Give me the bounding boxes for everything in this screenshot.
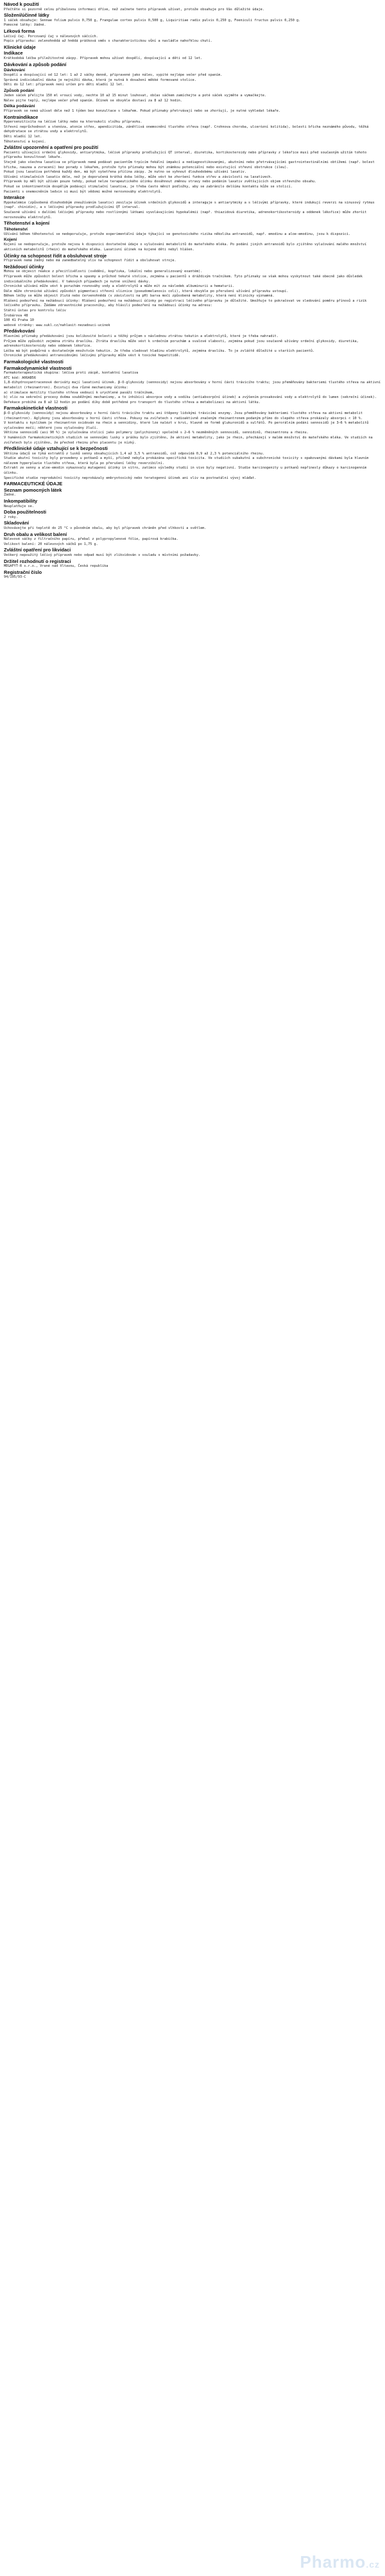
subsection-heading: Délka podávání <box>4 104 35 109</box>
text-line: Státní ústav pro kontrolu léčiv <box>4 309 66 313</box>
paragraph <box>4 232 381 238</box>
text-line: Kojení se nedoporučuje, protože nejsou k dispozici dostatečné údaje o vylučování metabolitů do mateřského mléka. Po podání jiných antranoidů bylo zjištěno vylučování malého množství aktivních metabolitů (rhein) do mateřského mléka. Laxativní účinek na kojené děti nebyl hlášen. <box>4 243 369 252</box>
section-heading: Skladování <box>4 520 30 526</box>
section-heading: Farmakologické vlastnosti <box>4 359 64 365</box>
paragraph <box>4 553 381 558</box>
section-heading: Složení/účinné látky <box>4 12 49 19</box>
text-line: Šrobárova 48 <box>4 313 28 318</box>
text-line: MEGAFYT-R s.r.o., Vrané nad Vltavou, Česká republika <box>4 564 108 569</box>
text-line: Přípravek může způsobit bolest břicha a spasmy a průchod tekuté stolice, zejména u pacientů s dráždivým tračníkem. Tyto příznaky se však mohou vyskytnout také obecně jako důsledek individuálního předávkování. V takových případech je nutné snížení dávky. <box>4 274 365 284</box>
paragraph <box>4 334 381 359</box>
section-heading: Interakce <box>4 194 25 201</box>
paragraph <box>4 537 381 547</box>
paragraph <box>4 109 381 114</box>
paragraph <box>4 493 381 498</box>
section-heading: FARMACEUTICKÉ ÚDAJE <box>4 481 63 487</box>
paragraph <box>4 564 381 569</box>
section-heading: Nežádoucí účinky <box>4 263 44 270</box>
watermark-text: Pharmo <box>300 2552 366 2572</box>
paragraph <box>4 505 381 510</box>
subsection-heading: Kojení <box>4 238 17 243</box>
section-heading: Registrační číslo <box>4 569 42 575</box>
text-line: 1 sáček obsahuje: Sennae folium pulvis 0,750 g, Frangulae cortex pulvis 0,500 g, Liquiritiae radix pulvis 0,250 g, Foeniculi fructus pulvis 0,250 g. <box>4 18 301 22</box>
text-line: 94/195/93-C <box>4 575 26 580</box>
text-line: Popis přípravku: zelenohnědá až hnědá prášková směs s charakteristickou vůní a nasládle nahořklou chutí. <box>4 39 212 44</box>
text-line: Přípravek nemá žádný nebo má zanedbatelný vliv na schopnost řídit a obsluhovat stroje. <box>4 259 176 263</box>
text-line: Pokud jsou laxativa potřebná každý den, má být vyšetřena příčina zácpy. Je nutno se vyhnout dlouhodobému užívání laxativ. <box>4 170 246 175</box>
text-line: Uchovávejte při teplotě do 25 °C v původním obalu, aby byl přípravek chráněn před vlhkostí a světlem. <box>4 526 207 530</box>
subsection-heading: Způsob podání <box>4 88 35 93</box>
section-heading: Návod k použití <box>4 1 39 7</box>
text-line: Léčivý čaj. Porcovaný čaj v nálevových sáčcích. <box>4 34 98 39</box>
text-line: Během léčby se může objevit žlutá nebo červenohnědá (v závislosti na pH) barva moči způsobená metabolity, která není klinicky významná. <box>4 294 275 298</box>
text-line: Většina údajů se týká extraktů z lusků senny obsahujících 1,4 až 3,5 % antranoidů, což odpovídá 0,9 až 2,3 % potenciálního rheinu. <box>4 451 265 456</box>
text-line: Jeden sáček přelijte 150 ml vroucí vody, nechte 10 až 15 minut louhovat, občas sáčkem zamíchejte a poté sáček vyjměte a vymačkejte. <box>4 93 267 98</box>
text-line: Nálevové sáčky z filtračního papíru, přebal z polypropylenové fólie, papírová krabička. <box>4 537 178 542</box>
paragraph <box>4 243 381 252</box>
subsection-heading: Dávkování <box>4 68 25 73</box>
text-line: β-O-glykosidy (sennosidy) nejsou absorbovány v horní části trávicího traktu ani štěpeny lidskými trávicími enzymy. Jsou přeměňovány bakteriemi tlustého střeva na aktivní metabolit (rheinantron). Aglykony jsou absorbovány v horní části střeva. Pokusy na zvířatech s radioaktivně značeným rheinantronem podaným přímo do slepého střeva prokázaly absorpci < 10 %. <box>4 411 365 420</box>
text-line: Pacienti užívající srdeční glykosidy, antiarytmika, léčivé přípravky prodlužující QT interval, diuretika, kortikosteroidy nebo přípravky z lékořice musí před současným užitím tohoto přípravku konzultovat lékaře. <box>4 150 369 160</box>
section-heading: Druh obalu a velikost balení <box>4 531 67 537</box>
section-heading: Farmakokinetické vlastnosti <box>4 405 67 411</box>
text-line: V humánních farmakokinetických studiích se sennovými lusky v prášku bylo zjištěno, že aktivní metabolity, jako je rhein, přecházejí v malém množství do mateřského mléka. Ve studiích na zvířatech bylo zjištěno, že přechod rheinu přes placentu je nízký. <box>4 435 375 445</box>
text-line: Přípravek by měl být užíván pouze tehdy, pokud nelze terapeutického účinku dosáhnout změnou stravy nebo podáním laxativ zvětšujících objem střevního obsahu. <box>4 180 317 184</box>
paragraph <box>4 73 381 88</box>
paragraph <box>4 201 381 220</box>
paragraph <box>4 526 381 532</box>
section-heading: Držitel rozhodnutí o registraci <box>4 558 71 564</box>
watermark-suffix: .cz <box>366 2559 380 2570</box>
text-line: a) stimulace motility tlustého střeva vedoucí k urychlené pasáži tráčníkem, <box>4 390 155 395</box>
text-line: Užívání stimulačních laxativ déle, než je doporučená krátká doba léčby, může vést ke zhoršení funkce střev a závislosti na laxativech. <box>4 175 273 179</box>
text-line: Užívání během těhotenství se nedoporučuje, protože experimentální údaje týkající se genotoxického rizika několika antranoidů, např. emodinu a aloe-emodinu, jsou k dispozici. <box>4 232 351 236</box>
text-line: Těhotenství a kojení. <box>4 139 46 144</box>
paragraph <box>4 151 381 194</box>
paragraph <box>4 515 381 521</box>
text-line: Přečtěte si pozorně celou příbalovou informaci dříve, než začnete tento přípravek užívat, protože obsahuje pro Vás důležité údaje. <box>4 7 265 12</box>
text-line: Hypokalémie (způsobená dlouhodobým zneužíváním laxativ) zesiluje účinek srdečních glykosidů a interaguje s antiarytmiky a s léčivými přípravky, které indukují reverzi na sinusový rytmus (např. chinidin), a s léčivými přípravky prodlužujícími QT interval. <box>4 200 377 210</box>
section-heading: Předávkování <box>4 328 35 334</box>
paragraph <box>4 120 381 144</box>
text-line: Farmakoterapeutická skupina: léčiva proti zácpě, kontaktní laxativa <box>4 371 139 376</box>
text-line: V kontaktu s kyslíkem je rheinantron oxidován na rhein a sennidiny, které lze nalézt v krvi, hlavně ve formě glukuronidů a sulfátů. Po perorálním podání sennosidů je 3–6 % metabolitů vylučováno močí; některé jsou vylučovány žlučí. <box>4 421 371 430</box>
text-line: Veškerý nepoužitý léčivý přípravek nebo odpad musí být zlikvidován v souladu s místními požadavky. <box>4 553 201 557</box>
paragraph <box>4 452 381 481</box>
section-heading: Těhotenství a kojení <box>4 220 50 227</box>
section-heading: Kontraindikace <box>4 114 38 120</box>
paragraph <box>4 411 381 445</box>
section-heading: Farmakodynamické vlastnosti <box>4 365 72 371</box>
text-line: Správná individuální dávka je nejnižší dávka, která je nutná k dosažení měkké formované stolice. <box>4 78 196 82</box>
text-line: Pacienti s onemocněním ledvin si musí být vědomi možné nerovnováhy elektrolytů. <box>4 189 162 194</box>
text-line: Děti do 12 let: přípravek není určen pro děti mladší 12 let. <box>4 83 124 87</box>
section-heading: Léková forma <box>4 28 35 34</box>
paragraph <box>4 56 381 62</box>
text-line: 100 41 Praha 10 <box>4 318 34 323</box>
text-line: Léčba má být podpůrná s dostatečným množstvím tekutin. Je třeba sledovat hladinu elektrolytů, zejména draslíku. To je zvláště důležité u starších pacientů. <box>4 349 315 353</box>
section-heading: Inkompatibility <box>4 498 38 505</box>
paragraph <box>4 8 381 13</box>
section-heading: Dávkování a způsob podání <box>4 61 67 67</box>
text-line: Extrakt ze senny a aloe-emodin vykazovaly mutagenní účinky in vitro, zatímco výsledky studií in vivo byly negativní. Studie karcinogenity u potkanů nepřinesly důkazy o karcinogenním účinku. <box>4 466 369 476</box>
section-heading: Předklinické údaje vztahující se k bezpečnosti <box>4 445 108 452</box>
subsection-heading: Těhotenství <box>4 227 28 232</box>
section-heading: Indikace <box>4 50 23 56</box>
text-line: Velikost balení: 20 nálevových sáčků po 1,75 g. <box>4 542 98 546</box>
text-line: Nálev pijte teplý, nejlépe večer před spaním. Účinek se obvykle dostaví za 8 až 12 hodin. <box>4 98 182 103</box>
section-heading: Zvláštní opatření pro likvidaci <box>4 547 71 553</box>
text-line: 1,8-dihydroxyantracenové deriváty mají laxativní účinek. β-O-glykosidy (sennosidy) nejsou absorbovány v horní části trávicího traktu; jsou přeměňovány bakteriemi tlustého střeva na aktivní metabolit (rheinantron). Existují dva různé mechanismy účinku: <box>4 381 383 390</box>
paragraph <box>4 19 381 28</box>
text-line: Dále může chronické užívání způsobit pigmentaci střevní sliznice (pseudomelanosis coli), která obvykle po přerušení užívání přípravku ustoupí. <box>4 289 289 293</box>
section-heading: Seznam pomocných látek <box>4 487 62 493</box>
paragraph <box>4 94 381 103</box>
text-line: Pomocné látky: žádné. <box>4 23 46 28</box>
site-watermark-logo <box>300 2552 381 2572</box>
paragraph <box>4 35 381 44</box>
text-line: Dospělí a dospívající od 12 let: 1 až 2 sáčky denně, připravené jako nálev, vypité nejlépe večer před spaním. <box>4 73 223 78</box>
section-heading: Účinky na schopnost řídit a obsluhovat stroje <box>4 252 107 259</box>
text-line: Chronické předávkování antranoidovými léčivými přípravky může vést k toxické hepatitidě. <box>4 354 180 358</box>
text-line: Žádné. <box>4 493 16 497</box>
text-line: Současné užívání s dalšími léčivými přípravky nebo rostlinnými látkami vyvolávajícími hypokalémii (např. thiazidová diuretika, adrenokortikosteroidy a oddenek lékořice) může zhoršit nerovnováhu elektrolytů. <box>4 210 369 220</box>
text-line: Specifické studie reprodukční toxicity neprokázaly embryotoxický nebo teratogenní účinek ani vliv na postnatální vývoj mláďat. <box>4 476 257 480</box>
text-line: Stejně jako všechna laxativa se přípravek nemá podávat pacientům trpícím fekální impakcí a nediagnostikovanými, akutními nebo přetrvávajícími gastrointestinálními obtížemi (např. bolest břicha, nauzea a zvracení) bez porady s lékařem, protože tyto příznaky mohou být známkou potenciální nebo existující střevní obstrukce (ileu). <box>4 160 377 169</box>
text-line: Hypersenzitivita na léčivé látky nebo na kteroukoli složku přípravku. <box>4 120 142 125</box>
text-line: Střevní neprůchodnost a stenóza, atonie střev, apendicitida, zánětlivá onemocnění tlustého střeva (např. Crohnova choroba, ulcerózní kolitida), bolesti břicha neznámého původu, těžká dehydratace se ztrátou vody a elektrolytů. <box>4 125 371 134</box>
paragraph <box>4 259 381 264</box>
text-line: b) vliv na sekreční procesy dvěma souběžnými mechanismy, a to inhibicí absorpce vody a sodíku (antiabsorpční účinek) a zvýšením prosakování vody a elektrolytů do lumen (sekreční účinek). <box>4 395 377 400</box>
section-heading: Zvláštní upozornění a opatření pro použití <box>4 144 98 151</box>
text-line: Krátkodobá léčba příležitostné zácpy. Přípravek mohou užívat dospělí, dospívající a děti od 12 let. <box>4 56 203 60</box>
document-body <box>0 0 385 583</box>
text-line: Mohou se objevit reakce z přecitlivělosti (svědění, kopřivka, lokální nebo generalizovaný exantém). <box>4 270 203 274</box>
paragraph <box>4 270 381 328</box>
text-line: Studie akutní toxicity byly provedeny u potkanů a myší, přičemž nebyla prokázána specifická toxicita. Ve studiích subakutní a subchronické toxicity s opakovanými dávkami byla hlavním nálezem hyperplazie tlustého střeva, která byla po přerušení léčby reverzibilní. <box>4 456 371 465</box>
text-line: Hlášení podezření na nežádoucí účinky: Hlášení podezření na nežádoucí účinky po registraci léčivého přípravku je důležité. Umožňuje to pokračovat ve sledování poměru přínosů a rizik léčivého přípravku. Žádáme zdravotnické pracovníky, aby hlásili podezření na nežádoucí účinky na adresu: <box>4 298 369 308</box>
text-line: Chronické užívání může vést k poruchám rovnováhy vody a elektrolytů a může mít za následek albuminurii a hematurii. <box>4 284 235 289</box>
paragraph <box>4 371 381 405</box>
paragraph <box>4 575 381 580</box>
text-line: Pokud se inkontinentním dospělým podávají stimulační laxativa, je třeba často měnit podložky, aby se zabránilo delšímu kontaktu kůže se stolicí. <box>4 185 293 189</box>
text-line: Průjem může způsobit zejména ztrátu draslíku. Ztráta draslíku může vést k srdečním poruchám a svalové slabosti, zejména pokud jsou současně užívány srdeční glykosidy, diuretika, adrenokortikosteroidy nebo oddenek lékořice. <box>4 339 361 349</box>
text-line: Přípravek se nemá užívat déle než 1 týden bez konzultace s lékařem. Pokud příznaky přetrvávají nebo se zhoršují, je nutné vyhledat lékaře. <box>4 109 280 114</box>
text-line: webové stránky: www.sukl.cz/nahlasit-nezadouci-ucinek <box>4 323 110 327</box>
text-line: Většina sennosidů (asi 90 %) je vylučována stolicí jako polymery (polychinony) společně s 2–6 % nezměněných sennosidů, sennidinů, rheinantronu a rheinu. <box>4 431 309 435</box>
text-line: Defekace probíhá za 8 až 12 hodin po podání díky době potřebné pro transport do tlustého střeva a metabolizaci na aktivní látku. <box>4 400 261 404</box>
text-line: Neuplatňuje se. <box>4 504 34 508</box>
section-heading: Klinické údaje <box>4 44 36 50</box>
text-line: Děti mladší 12 let. <box>4 135 42 139</box>
text-line: Hlavními příznaky předávkování jsou kolikovité bolesti a těžký průjem s následnou ztrátou tekutin a elektrolytů, které je třeba nahradit. <box>4 334 278 339</box>
text-line: 2 roky. <box>4 515 18 519</box>
section-heading: Doba použitelnosti <box>4 509 47 515</box>
text-line: ATC kód: A06AB56 <box>4 376 36 380</box>
